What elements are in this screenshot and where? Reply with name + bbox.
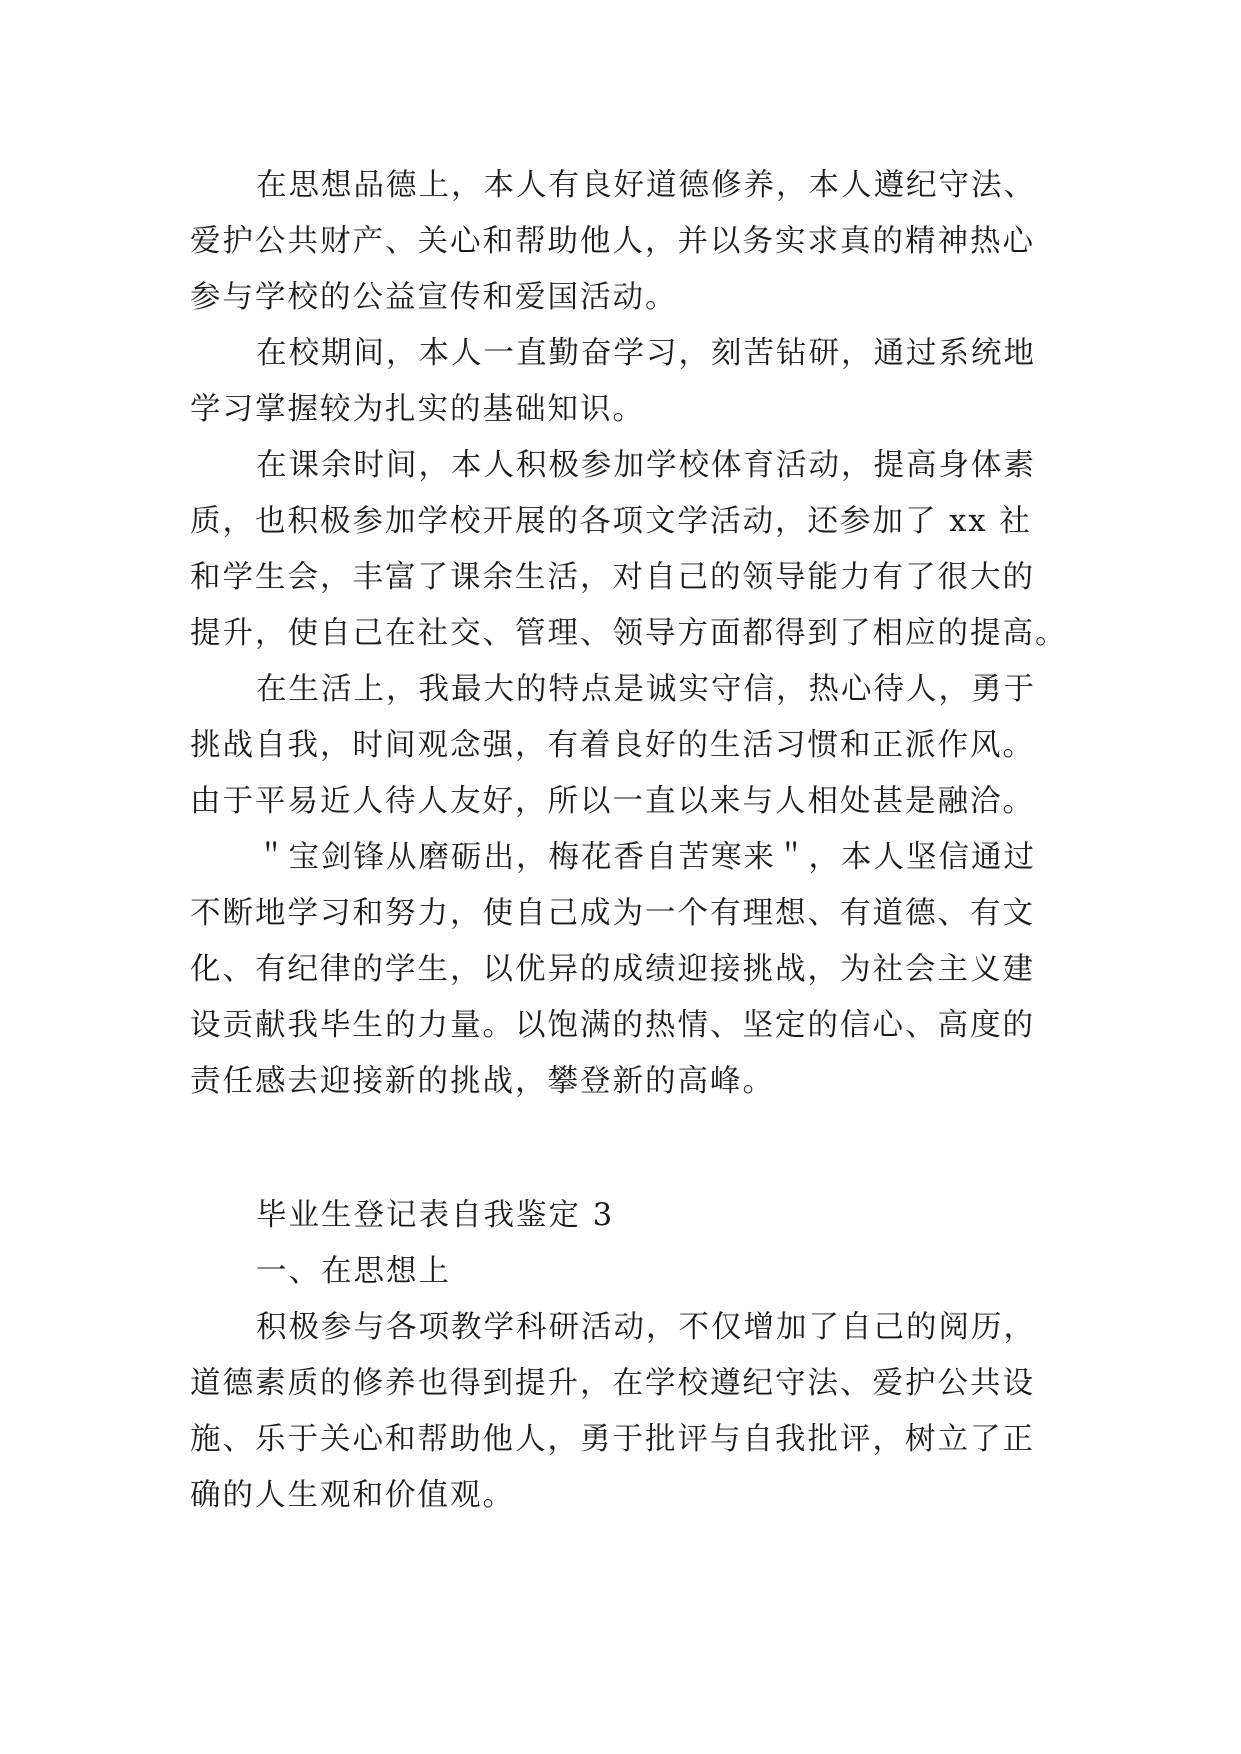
paragraph-1-line-2: 爱护公共财产、关心和帮助他人，并以务实求真的精神热心 — [190, 224, 1035, 259]
paragraph-1-line-3: 参与学校的公益宣传和爱国活动。 — [190, 280, 678, 315]
paragraph-5-line-3: 化、有纪律的学生，以优异的成绩迎接挑战，为社会主义建 — [190, 952, 1035, 987]
paragraph-6-line-4: 确的人生观和价值观。 — [190, 1478, 515, 1513]
paragraph-5-line-5: 责任感去迎接新的挑战，攀登新的高峰。 — [190, 1064, 775, 1099]
paragraph-3-line-1: 在课余时间，本人积极参加学校体育活动，提高身体素 — [256, 448, 1036, 483]
paragraph-2-line-2: 学习掌握较为扎实的基础知识。 — [190, 392, 645, 427]
paragraph-3-line-2: 质，也积极参加学校开展的各项文学活动，还参加了 xx 社 — [190, 504, 1032, 539]
paragraph-3-line-3: 和学生会，丰富了课余生活，对自己的领导能力有了很大的 — [190, 560, 1035, 595]
subsection-heading: 一、在思想上 — [256, 1254, 451, 1289]
paragraph-5-line-1: ＂宝剑锋从磨砺出，梅花香自苦寒来＂，本人坚信通过 — [256, 840, 1036, 875]
paragraph-1-line-1: 在思想品德上，本人有良好道德修养，本人遵纪守法、 — [256, 168, 1036, 203]
paragraph-4-line-1: 在生活上，我最大的特点是诚实守信，热心待人，勇于 — [256, 672, 1036, 707]
paragraph-5-line-2: 不断地学习和努力，使自己成为一个有理想、有道德、有文 — [190, 896, 1035, 931]
paragraph-4-line-2: 挑战自我，时间观念强，有着良好的生活习惯和正派作风。 — [190, 728, 1035, 763]
paragraph-3-line-4: 提升，使自己在社交、管理、领导方面都得到了相应的提高。 — [190, 616, 1068, 651]
paragraph-6-line-2: 道德素质的修养也得到提升，在学校遵纪守法、爱护公共设 — [190, 1366, 1035, 1401]
paragraph-4-line-3: 由于平易近人待人友好，所以一直以来与人相处甚是融洽。 — [190, 784, 1035, 819]
paragraph-6-line-3: 施、乐于关心和帮助他人，勇于批评与自我批评，树立了正 — [190, 1422, 1035, 1457]
paragraph-6-line-1: 积极参与各项教学科研活动，不仅增加了自己的阅历， — [256, 1310, 1036, 1345]
paragraph-5-line-4: 设贡献我毕生的力量。以饱满的热情、坚定的信心、高度的 — [190, 1008, 1035, 1043]
paragraph-2-line-1: 在校期间，本人一直勤奋学习，刻苦钻研，通过系统地 — [256, 336, 1036, 371]
section-heading: 毕业生登记表自我鉴定 3 — [256, 1198, 615, 1233]
